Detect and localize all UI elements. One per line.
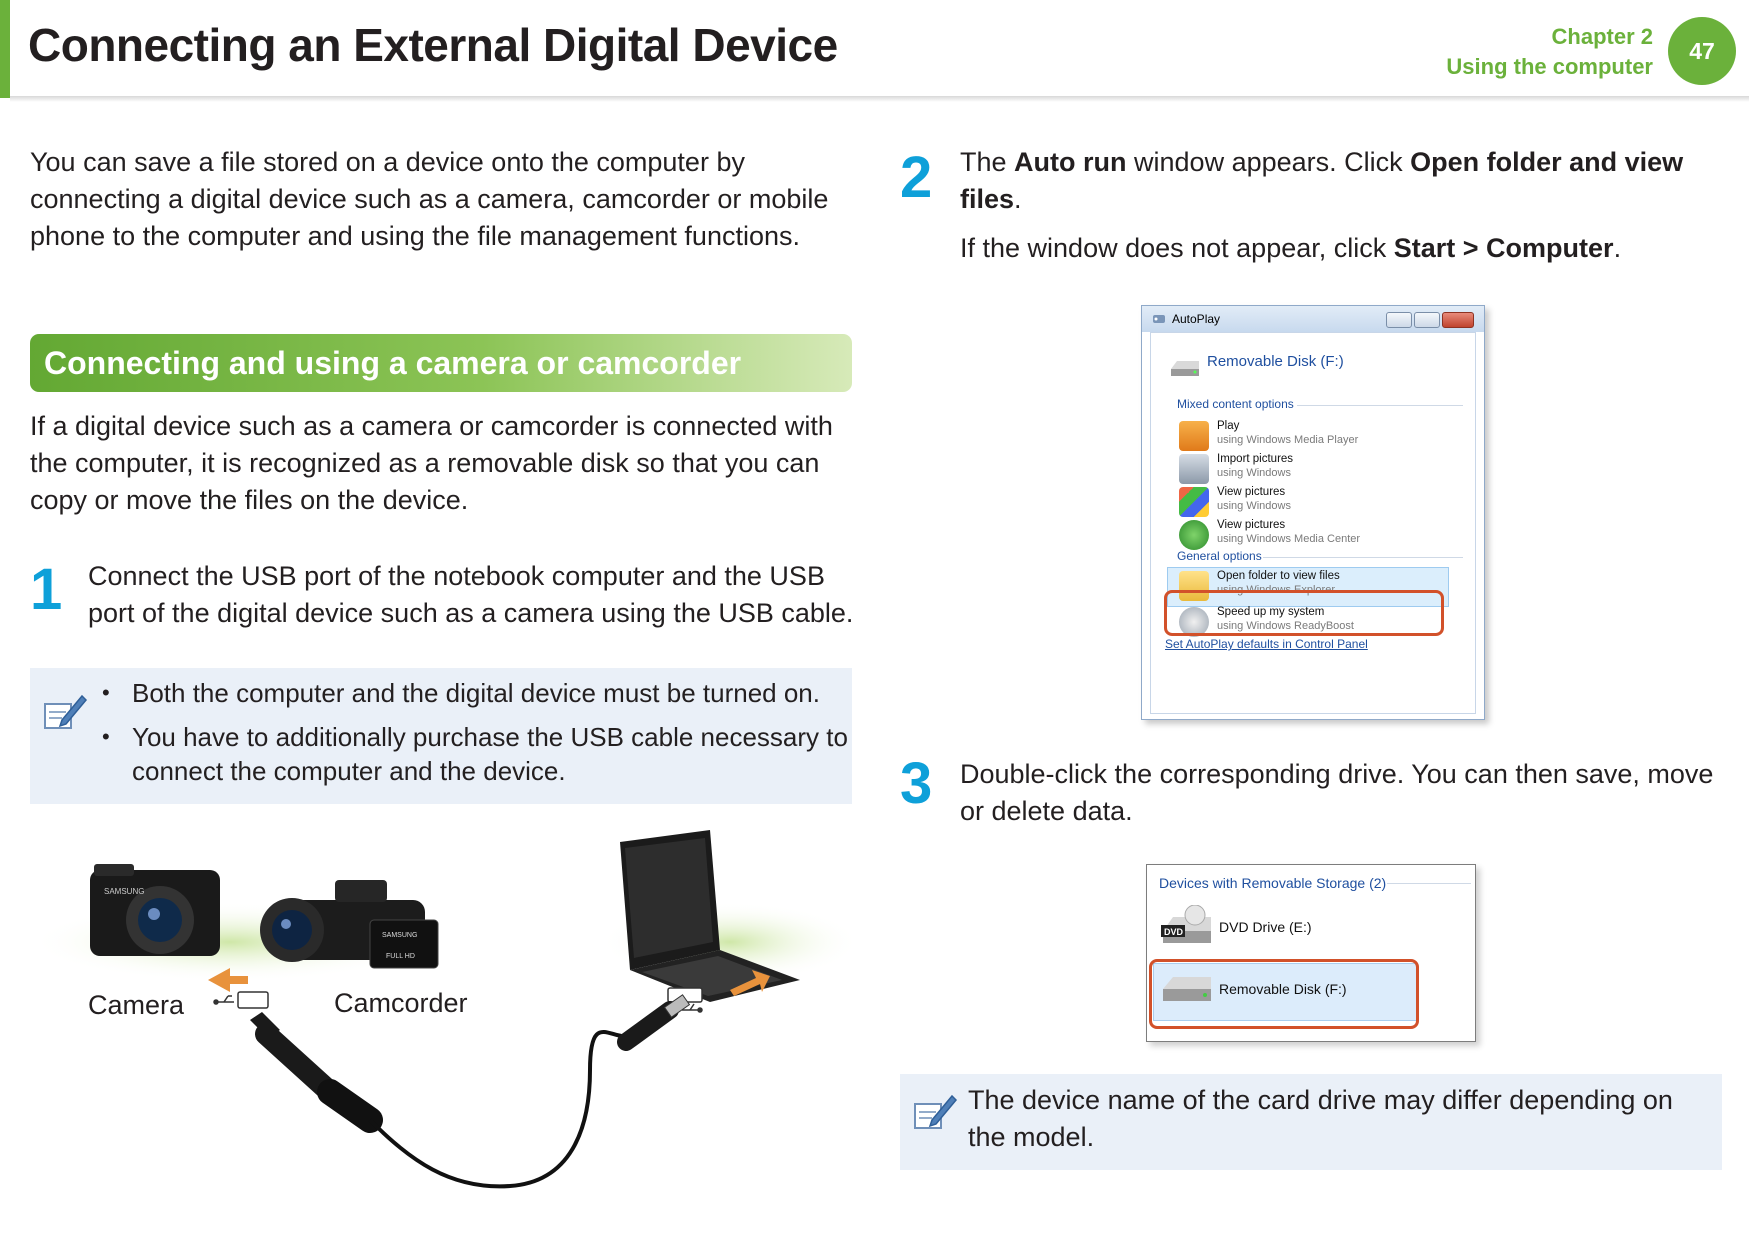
camera-icon — [1179, 454, 1209, 484]
note-bullet: • You have to additionally purchase the USB cable necessary to connect the computer and the device. — [100, 720, 850, 788]
step-2-subtext-part: . — [1613, 233, 1622, 263]
option-subtitle: using Windows — [1217, 500, 1291, 512]
camcorder-image — [260, 880, 438, 968]
section-description: If a digital device such as a camera or camcorder is connected with the computer, it is recognized as a removable disk so that you can copy or move the files on the device. — [30, 411, 833, 515]
step-2-text-part: window appears. Click — [1126, 147, 1411, 177]
device-label: Removable Disk (F:) — [1219, 981, 1347, 997]
note-pencil-icon — [912, 1090, 958, 1134]
step-2-text-part: . — [1014, 184, 1022, 214]
group-divider — [1263, 557, 1463, 558]
camera-brand-text: SAMSUNG — [104, 887, 145, 896]
maximize-button[interactable] — [1414, 312, 1440, 328]
header-accent-bar — [0, 0, 10, 98]
note-pencil-icon — [42, 690, 88, 734]
minimize-button[interactable] — [1386, 312, 1412, 328]
option-title: Open folder to view files — [1217, 570, 1340, 582]
general-options-heading: General options — [1177, 549, 1262, 563]
section-heading: Connecting and using a camera or camcorder — [30, 334, 852, 392]
auto-run-term: Auto run — [1014, 147, 1127, 177]
usb-symbol-icon — [214, 996, 234, 1004]
note-text: The device name of the card drive may differ depending on the model. — [968, 1085, 1673, 1152]
chapter-label — [1446, 22, 1653, 82]
camera-label: Camera — [88, 990, 185, 1020]
windows-photo-icon — [1179, 487, 1209, 517]
step-2-number: 2 — [900, 145, 933, 210]
option-subtitle: using Windows Media Center — [1217, 533, 1361, 545]
page-title: Connecting an External Digital Device — [28, 19, 838, 71]
option-title: Import pictures — [1217, 453, 1294, 465]
autoplay-icon — [1152, 312, 1166, 326]
chapter-number: Chapter 2 — [1551, 24, 1653, 49]
start-computer-term: Start > Computer — [1393, 233, 1614, 263]
dvd-badge: DVD — [1164, 927, 1184, 937]
autoplay-titlebar — [1142, 306, 1484, 332]
autoplay-option-play[interactable] — [1179, 419, 1459, 453]
device-label: DVD Drive (E:) — [1219, 919, 1312, 935]
note-bullet: • Both the computer and the digital device must be turned on. — [100, 676, 850, 710]
intro-paragraph: You can save a file stored on a device onto the computer by connecting a digital device such as a camera, camcorder or mobile phone to the computer and using the file management functions. — [30, 147, 829, 251]
step-1-text: Connect the USB port of the notebook computer and the USB port of the digital device such as a camera using the USB cable. — [88, 561, 854, 628]
group-divider — [1297, 405, 1463, 406]
option-title: Play — [1217, 420, 1240, 432]
close-button[interactable] — [1442, 312, 1474, 328]
camcorder-label: Camcorder — [334, 988, 468, 1018]
page-number: 47 — [1668, 17, 1736, 85]
camcorder-brand-text: SAMSUNG — [382, 932, 418, 939]
step-1-number: 1 — [30, 557, 63, 622]
device-dvd-drive[interactable] — [1155, 901, 1455, 953]
highlight-frame — [1164, 590, 1444, 636]
devices-panel — [1146, 864, 1476, 1042]
media-player-icon — [1179, 421, 1209, 451]
autoplay-content — [1150, 332, 1476, 714]
devices-divider — [1387, 883, 1471, 884]
header-divider — [10, 96, 1749, 102]
autoplay-option-media-center[interactable] — [1179, 518, 1459, 552]
autoplay-title: AutoPlay — [1172, 312, 1221, 326]
step-2-text — [960, 144, 1720, 218]
autoplay-defaults-link[interactable]: Set AutoPlay defaults in Control Panel — [1165, 637, 1368, 651]
option-subtitle: using Windows Media Player — [1217, 434, 1359, 446]
option-title: Speed up my system — [1217, 606, 1325, 618]
highlight-frame — [1149, 959, 1419, 1029]
autoplay-option-view-pictures[interactable] — [1179, 485, 1459, 519]
option-title: View pictures — [1217, 519, 1286, 531]
open-folder-term: Open folder and view files — [960, 147, 1684, 214]
chapter-name: Using the computer — [1446, 54, 1653, 79]
step-2-text-part: The — [960, 147, 1015, 177]
step-3-number: 3 — [900, 751, 933, 816]
step-3-text: Double-click the corresponding drive. You can then save, move or delete data. — [960, 759, 1714, 826]
note-box — [30, 668, 852, 804]
step-2-subtext — [960, 230, 1720, 267]
mixed-content-heading: Mixed content options — [1177, 397, 1294, 411]
media-center-icon — [1179, 520, 1209, 550]
dvd-drive-icon — [1159, 905, 1215, 951]
autoplay-option-import[interactable] — [1179, 452, 1459, 486]
camcorder-badge-text: FULL HD — [386, 953, 415, 960]
camera-image — [90, 864, 220, 956]
option-subtitle: using Windows ReadyBoost — [1217, 620, 1354, 632]
option-title: View pictures — [1217, 486, 1286, 498]
devices-heading: Devices with Removable Storage (2) — [1159, 875, 1387, 891]
autoplay-drive-name: Removable Disk (F:) — [1207, 353, 1344, 370]
removable-disk-icon — [1169, 355, 1201, 379]
option-subtitle: using Windows Explorer — [1217, 584, 1335, 596]
note-box — [900, 1074, 1722, 1170]
autoplay-window — [1141, 305, 1485, 720]
note-bullet-list — [100, 676, 850, 798]
option-subtitle: using Windows — [1217, 467, 1291, 479]
mini-usb-port-icon — [238, 992, 268, 1008]
usb-cable-image — [250, 995, 689, 1187]
step-2-subtext-part: If the window does not appear, click — [960, 233, 1394, 263]
